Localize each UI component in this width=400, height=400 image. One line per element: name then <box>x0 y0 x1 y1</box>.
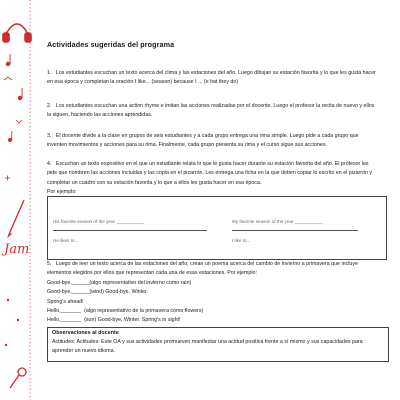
activity-item-3: 3. El docente divide a la clase en grupos de seis estudiantes y a cada grupo entrega una rima simple. Luego pide a cada grupo que inventen movimientos y acciones para su rima. Finalmente, cada grupo presenta su rima y el curso sigue sus acciones. <box>47 133 361 149</box>
music-note-icon <box>6 54 23 142</box>
teacher-notes-title: Observaciones al docente <box>52 330 119 336</box>
example-left-line-1: His favorite season of the year ___________ <box>53 219 145 224</box>
example-left-line-2: He likes to... <box>53 238 79 243</box>
activity-item-1: 1. Los estudiantes escuchan un texto acerca del clima y las estaciones del año. Luego dibujan su estación favorita y lo que les gusta hacer en esa época y completan la oración I like... (season) because I ... (e hat they do) <box>47 70 378 86</box>
activity-item-4: 4. Escuchan un texto expositivo en el que un estudiante relata lo que le gusta hacer durante su estación favorita del año. El profesor les pide que nombren las acciones incluidas y las copia en el pizarrón. Les entrega una ficha en la que deben copiar lo escrito en el pizarrón y completar un cuadro con su estación favorita y lo que a ellos les gusta hacer en esa época. Por ejemplo: <box>47 161 373 196</box>
example-rule-left <box>53 230 207 231</box>
sidebar-word: Jam <box>4 242 30 257</box>
main-content <box>47 40 385 355</box>
example-rule-right <box>232 230 358 231</box>
microphone-icon <box>10 368 26 388</box>
example-right-line-1: My favorite season of the year ___________ <box>232 219 323 224</box>
activity-item-5: 5. Luego de leer un texto acerca de las estaciones del año, crean un poema acerca del cambio de invierno a primavera que incluye elementos elegidos por ellos que representan cada una de esas estaciones. Por ejemplo: Good-bye,______(algo representativo del invierno como rain) Good-bye,______(wind) Good-bye, Winter. Spring's ahead! Hello,_______ (algo representativo de la primavera como flowers) Hello,_______ (sun) Good-bye, Winter. Spring's in sight! <box>47 261 358 324</box>
teacher-notes-box <box>47 327 389 362</box>
activity-item-2: 2. Los estudiantes escuchan una action rhyme e imitan las acciones realizadas por el docente. Luego el profesor la recita de nuevo y ellos la siguen, haciendo las acciones aprendidas. <box>47 103 376 119</box>
decorative-strip-art <box>0 0 36 400</box>
page-title: Actividades sugeridas del programa <box>47 40 175 49</box>
left-decorative-strip <box>0 0 36 400</box>
example-table <box>47 196 387 260</box>
example-right-line-2: I like to... <box>232 238 251 243</box>
headphones-icon <box>3 24 31 42</box>
pen-icon <box>9 200 25 236</box>
scribble-decoration <box>4 77 22 181</box>
teacher-notes-text: Actitudes: Actitudes: Este OA y sus actividades promueven manifestar una actitud positiva frente a sí mismo y sus capacidades para aprender un nuevo idioma. <box>52 339 363 355</box>
